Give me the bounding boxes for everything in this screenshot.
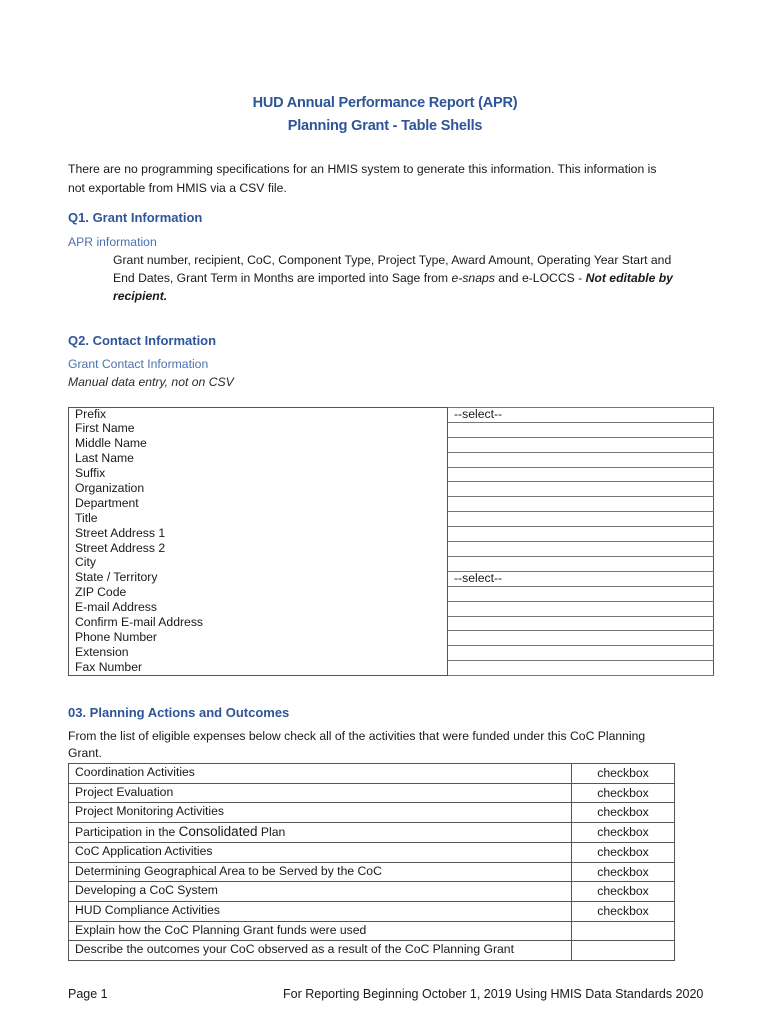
contact-field-input[interactable] — [448, 497, 714, 512]
activity-row — [69, 921, 675, 941]
q1-text: and e-LOCCS - — [494, 271, 586, 285]
contact-row — [69, 497, 714, 512]
activity-row — [69, 862, 675, 882]
contact-row — [69, 601, 714, 616]
activity-label: Explain how the CoC Planning Grant funds were used — [69, 921, 572, 941]
activity-row — [69, 901, 675, 921]
activity-label: Determining Geographical Area to be Served by the CoC — [69, 862, 572, 882]
q3-instruction-line: Grant. — [68, 746, 102, 760]
contact-field-input[interactable] — [448, 437, 714, 452]
activity-label: CoC Application Activities — [69, 842, 572, 862]
activity-row — [69, 764, 675, 784]
document-subtitle: Planning Grant - Table Shells — [287, 118, 483, 134]
activity-label-text: Participation in the — [75, 825, 179, 840]
q1-description — [113, 251, 713, 305]
activity-checkbox[interactable]: checkbox — [572, 901, 675, 921]
contact-field-input[interactable] — [448, 601, 714, 616]
activity-row — [69, 842, 675, 862]
contact-field-label: Last Name — [69, 452, 448, 467]
contact-field-input[interactable] — [448, 512, 714, 527]
contact-field-label: Title — [69, 512, 448, 527]
contact-field-label: State / Territory — [69, 571, 448, 586]
contact-table — [68, 407, 714, 676]
activity-checkbox[interactable]: checkbox — [572, 882, 675, 902]
contact-field-input[interactable] — [448, 661, 714, 676]
contact-field-input[interactable] — [448, 467, 714, 482]
contact-field-input[interactable] — [448, 452, 714, 467]
contact-row — [69, 556, 714, 571]
contact-field-label: Street Address 1 — [69, 527, 448, 542]
q1-line — [113, 287, 713, 305]
activity-response-field[interactable] — [572, 941, 675, 961]
contact-field-input[interactable] — [448, 556, 714, 571]
contact-field-label: Street Address 2 — [69, 542, 448, 557]
contact-row — [69, 542, 714, 557]
contact-field-label: Middle Name — [69, 437, 448, 452]
contact-field-input[interactable] — [448, 616, 714, 631]
contact-field-input[interactable] — [448, 631, 714, 646]
contact-field-label: Confirm E-mail Address — [69, 616, 448, 631]
activity-checkbox[interactable]: checkbox — [572, 764, 675, 784]
contact-field-input[interactable] — [448, 646, 714, 661]
intro-line: not exportable from HMIS via a CSV file. — [68, 181, 287, 195]
activity-response-field[interactable] — [572, 921, 675, 941]
q3-instruction-line: From the list of eligible expenses below check all of the activities that were funded under this CoC Planning — [68, 729, 646, 743]
contact-field-label: First Name — [69, 422, 448, 437]
activity-checkbox[interactable]: checkbox — [572, 823, 675, 843]
contact-field-label: Extension — [69, 646, 448, 661]
activity-row — [69, 941, 675, 961]
activity-row — [69, 803, 675, 823]
q3-heading: 03. Planning Actions and Outcomes — [68, 705, 290, 720]
contact-row — [69, 646, 714, 661]
contact-row — [69, 616, 714, 631]
esnaps-text: e-snaps — [451, 271, 495, 285]
contact-row — [69, 452, 714, 467]
q1-subheading: APR information — [68, 235, 157, 249]
activity-row — [69, 783, 675, 803]
q1-text: End Dates, Grant Term in Months are imported into Sage from — [113, 271, 452, 285]
contact-field-label: Fax Number — [69, 661, 448, 676]
contact-field-label: Department — [69, 497, 448, 512]
document-title: HUD Annual Performance Report (APR) — [252, 95, 518, 111]
activity-label: Project Evaluation — [69, 783, 572, 803]
contact-row — [69, 631, 714, 646]
intro-line: There are no programming specifications for an HMIS system to generate this information. This information is — [68, 162, 657, 176]
activity-checkbox[interactable]: checkbox — [572, 842, 675, 862]
activity-label: Coordination Activities — [69, 764, 572, 784]
contact-row — [69, 571, 714, 586]
contact-field-input[interactable] — [448, 586, 714, 601]
contact-row — [69, 512, 714, 527]
contact-field-label: Prefix — [69, 408, 448, 423]
page-number: Page 1 — [68, 987, 108, 1001]
intro-paragraph — [68, 160, 708, 198]
planning-activities-table — [68, 763, 675, 961]
contact-field-input[interactable] — [448, 422, 714, 437]
activity-label: Describe the outcomes your CoC observed as a result of the CoC Planning Grant — [69, 941, 572, 961]
q2-subheading: Grant Contact Information — [68, 357, 209, 371]
q1-line: Grant number, recipient, CoC, Component Type, Project Type, Award Amount, Operating Year Start and — [113, 253, 672, 267]
contact-field-label: ZIP Code — [69, 586, 448, 601]
contact-field-input[interactable] — [448, 527, 714, 542]
contact-row — [69, 422, 714, 437]
q2-note: Manual data entry, not on CSV — [68, 375, 234, 389]
contact-field-label: City — [69, 556, 448, 571]
contact-row — [69, 408, 714, 423]
activity-label — [69, 823, 572, 843]
activity-label: Project Monitoring Activities — [69, 803, 572, 823]
activity-checkbox[interactable]: checkbox — [572, 803, 675, 823]
contact-field-label: E-mail Address — [69, 601, 448, 616]
contact-row — [69, 527, 714, 542]
activity-checkbox[interactable]: checkbox — [572, 862, 675, 882]
activity-row — [69, 823, 675, 843]
contact-row — [69, 437, 714, 452]
contact-field-label: Phone Number — [69, 631, 448, 646]
not-editable-text: Not editable by — [585, 271, 673, 285]
contact-field-input[interactable] — [448, 482, 714, 497]
activity-label: HUD Compliance Activities — [69, 901, 572, 921]
contact-field-label: Organization — [69, 482, 448, 497]
activity-checkbox[interactable]: checkbox — [572, 783, 675, 803]
q1-heading: Q1. Grant Information — [68, 210, 203, 225]
contact-field-label: Suffix — [69, 467, 448, 482]
contact-row — [69, 586, 714, 601]
contact-select[interactable]: --select-- — [448, 408, 714, 423]
activity-row — [69, 882, 675, 902]
q1-line — [113, 269, 713, 287]
activity-label: Developing a CoC System — [69, 882, 572, 902]
activity-label-text: Plan — [257, 825, 286, 840]
contact-row — [69, 482, 714, 497]
q2-heading: Q2. Contact Information — [68, 333, 217, 348]
footer-note: For Reporting Beginning October 1, 2019 Using HMIS Data Standards 2020 — [283, 987, 704, 1001]
q3-instruction — [68, 728, 708, 762]
contact-field-input[interactable] — [448, 542, 714, 557]
contact-row — [69, 467, 714, 482]
contact-row — [69, 661, 714, 676]
activity-label-text: Consolidated — [178, 824, 258, 840]
recipient-text: recipient. — [113, 289, 168, 303]
contact-select[interactable]: --select-- — [448, 571, 714, 586]
